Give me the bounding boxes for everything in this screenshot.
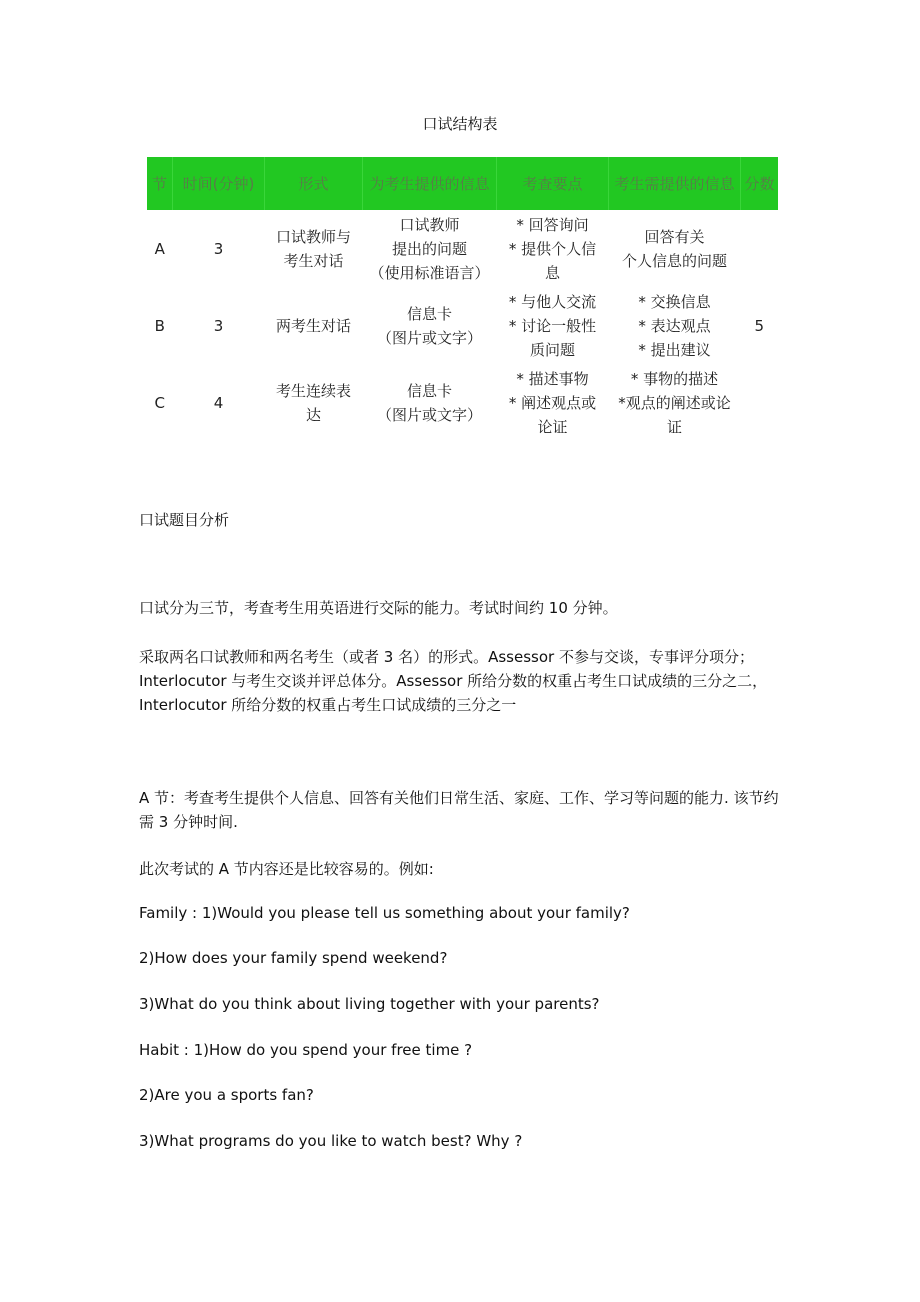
cell: 考生连续表 达	[275, 381, 351, 424]
cell: 3	[213, 316, 224, 335]
paragraph: 此次考试的 A 节内容还是比较容易的。例如:	[139, 860, 434, 878]
cell: 4	[213, 393, 224, 412]
paragraph: Habit : 1)How do you spend your free time ?	[139, 1041, 473, 1059]
table-title: 口试结构表	[422, 115, 498, 133]
header-cell: 分数	[741, 157, 779, 210]
cell: * 事物的描述 *观点的阐述或论 证	[618, 369, 731, 436]
table-row	[147, 287, 778, 364]
table-row	[147, 210, 778, 287]
cell: * 描述事物 * 阐述观点或 论证	[508, 369, 597, 436]
cell: 信息卡 （图片或文字）	[376, 381, 482, 424]
paragraph: Family : 1)Would you please tell us something about your family?	[139, 904, 630, 922]
cell: 信息卡 （图片或文字）	[376, 304, 482, 347]
section-heading: 口试题目分析	[139, 511, 230, 529]
cell: * 与他人交流 * 讨论一般性 质问题	[508, 292, 597, 359]
cell: * 回答询问 * 提供个人信 息	[508, 215, 597, 282]
header-cell: 考生需提供的信息	[609, 157, 741, 210]
cell: A	[154, 239, 165, 258]
paragraph: A 节：考查考生提供个人信息、回答有关他们日常生活、家庭、工作、学习等问题的能力. 该节约需 3 分钟时间.	[139, 789, 779, 831]
cell: * 交换信息 * 表达观点 * 提出建议	[638, 292, 711, 359]
header-cell: 形式	[265, 157, 363, 210]
paragraph: 3)What programs do you like to watch best? Why ?	[139, 1132, 523, 1150]
exam-structure-table	[147, 157, 778, 441]
cell: B	[154, 316, 165, 335]
cell: 口试教师 提出的问题 （使用标准语言）	[369, 215, 490, 282]
paragraph: 2)Are you a sports fan?	[139, 1086, 314, 1104]
paragraph: 口试分为三节，考查考生用英语进行交际的能力。考试时间约 10 分钟。	[139, 599, 618, 617]
cell: 3	[213, 239, 224, 258]
table-header-row	[147, 157, 778, 210]
cell: 两考生对话	[275, 316, 351, 335]
cell: 口试教师与 考生对话	[275, 227, 351, 270]
table-row	[147, 364, 778, 441]
paragraph: 2)How does your family spend weekend?	[139, 949, 448, 967]
score-cell: 5	[754, 316, 765, 335]
paragraph: 采取两名口试教师和两名考生（或者 3 名）的形式。Assessor 不参与交谈，专事评分项分；Interlocutor 与考生交谈并评总体分。Assessor 所给分数的权重占考生口试成绩的三分之二，Interlocutor 所给分数的权重占考生口试成绩的三分之一	[139, 648, 768, 714]
cell: 回答有关 个人信息的问题	[621, 227, 727, 270]
header-cell: 考查要点	[497, 157, 609, 210]
paragraph: 3)What do you think about living together with your parents?	[139, 995, 600, 1013]
header-cell: 时间(分钟)	[173, 157, 265, 210]
cell: C	[154, 393, 165, 412]
header-cell: 为考生提供的信息	[363, 157, 497, 210]
header-cell: 节	[147, 157, 173, 210]
